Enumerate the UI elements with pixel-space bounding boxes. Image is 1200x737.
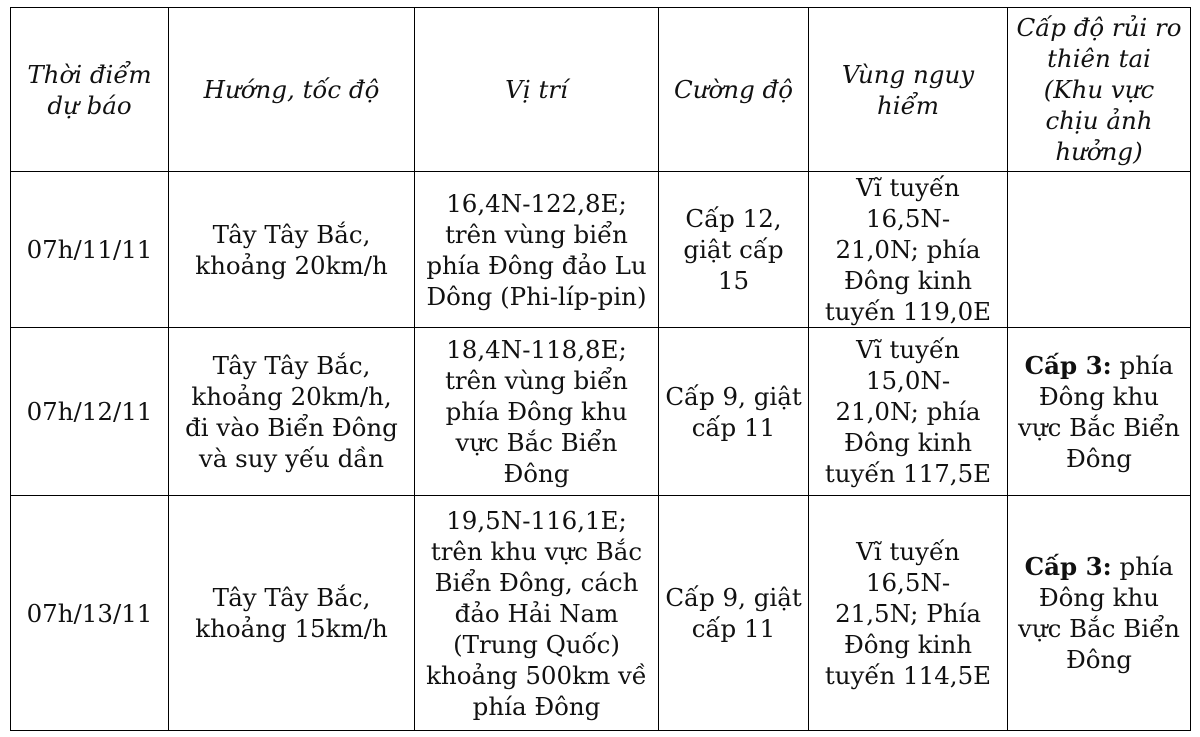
cell-danger-zone: Vĩ tuyến 15,0N- 21,0N; phía Đông kinh tuyến 117,5E <box>809 328 1008 496</box>
cell-risk-level <box>1008 172 1191 328</box>
risk-level-label: Cấp 3: <box>1024 350 1112 380</box>
table-row <box>11 172 1191 328</box>
header-position: Vị trí <box>415 8 659 172</box>
cell-position: 19,5N-116,1E; trên khu vực Bắc Biển Đông, cách đảo Hải Nam (Trung Quốc) khoảng 500km về phía Đông <box>415 496 659 731</box>
cell-danger-zone: Vĩ tuyến 16,5N- 21,5N; Phía Đông kinh tuyến 114,5E <box>809 496 1008 731</box>
cell-risk-level <box>1008 328 1191 496</box>
header-direction-speed: Hướng, tốc độ <box>169 8 415 172</box>
cell-time: 07h/12/11 <box>11 328 169 496</box>
cell-danger-zone: Vĩ tuyến 16,5N- 21,0N; phía Đông kinh tuyến 119,0E <box>809 172 1008 328</box>
cell-intensity: Cấp 12, giật cấp 15 <box>659 172 809 328</box>
risk-level-label: Cấp 3: <box>1024 552 1112 581</box>
cell-direction: Tây Tây Bắc, khoảng 20km/h, đi vào Biển Đông và suy yếu dần <box>169 328 415 496</box>
cell-risk-level <box>1008 496 1191 731</box>
cell-intensity: Cấp 9, giật cấp 11 <box>659 496 809 731</box>
risk-area-text: phía Đông khu vực Bắc Biển Đông <box>1018 552 1180 674</box>
cell-intensity: Cấp 9, giật cấp 11 <box>659 328 809 496</box>
cell-direction: Tây Tây Bắc, khoảng 15km/h <box>169 496 415 731</box>
risk-area-text: phía Đông khu vực Bắc Biển Đông <box>1018 350 1180 473</box>
storm-forecast-table <box>10 7 1191 731</box>
cell-position: 18,4N-118,8E; trên vùng biển phía Đông khu vực Bắc Biển Đông <box>415 328 659 496</box>
header-risk-level: Cấp độ rủi ro thiên tai (Khu vực chịu ảnh hưởng) <box>1008 8 1191 172</box>
cell-position: 16,4N-122,8E; trên vùng biển phía Đông đảo Lu Dông (Phi-líp-pin) <box>415 172 659 328</box>
table-row <box>11 328 1191 496</box>
forecast-table-container <box>10 7 1191 731</box>
cell-direction: Tây Tây Bắc, khoảng 20km/h <box>169 172 415 328</box>
header-intensity: Cường độ <box>659 8 809 172</box>
cell-time: 07h/13/11 <box>11 496 169 731</box>
table-row <box>11 496 1191 731</box>
header-danger-zone: Vùng nguy hiểm <box>809 8 1008 172</box>
table-header-row <box>11 8 1191 172</box>
header-forecast-time: Thời điểm dự báo <box>11 8 169 172</box>
cell-time: 07h/11/11 <box>11 172 169 328</box>
